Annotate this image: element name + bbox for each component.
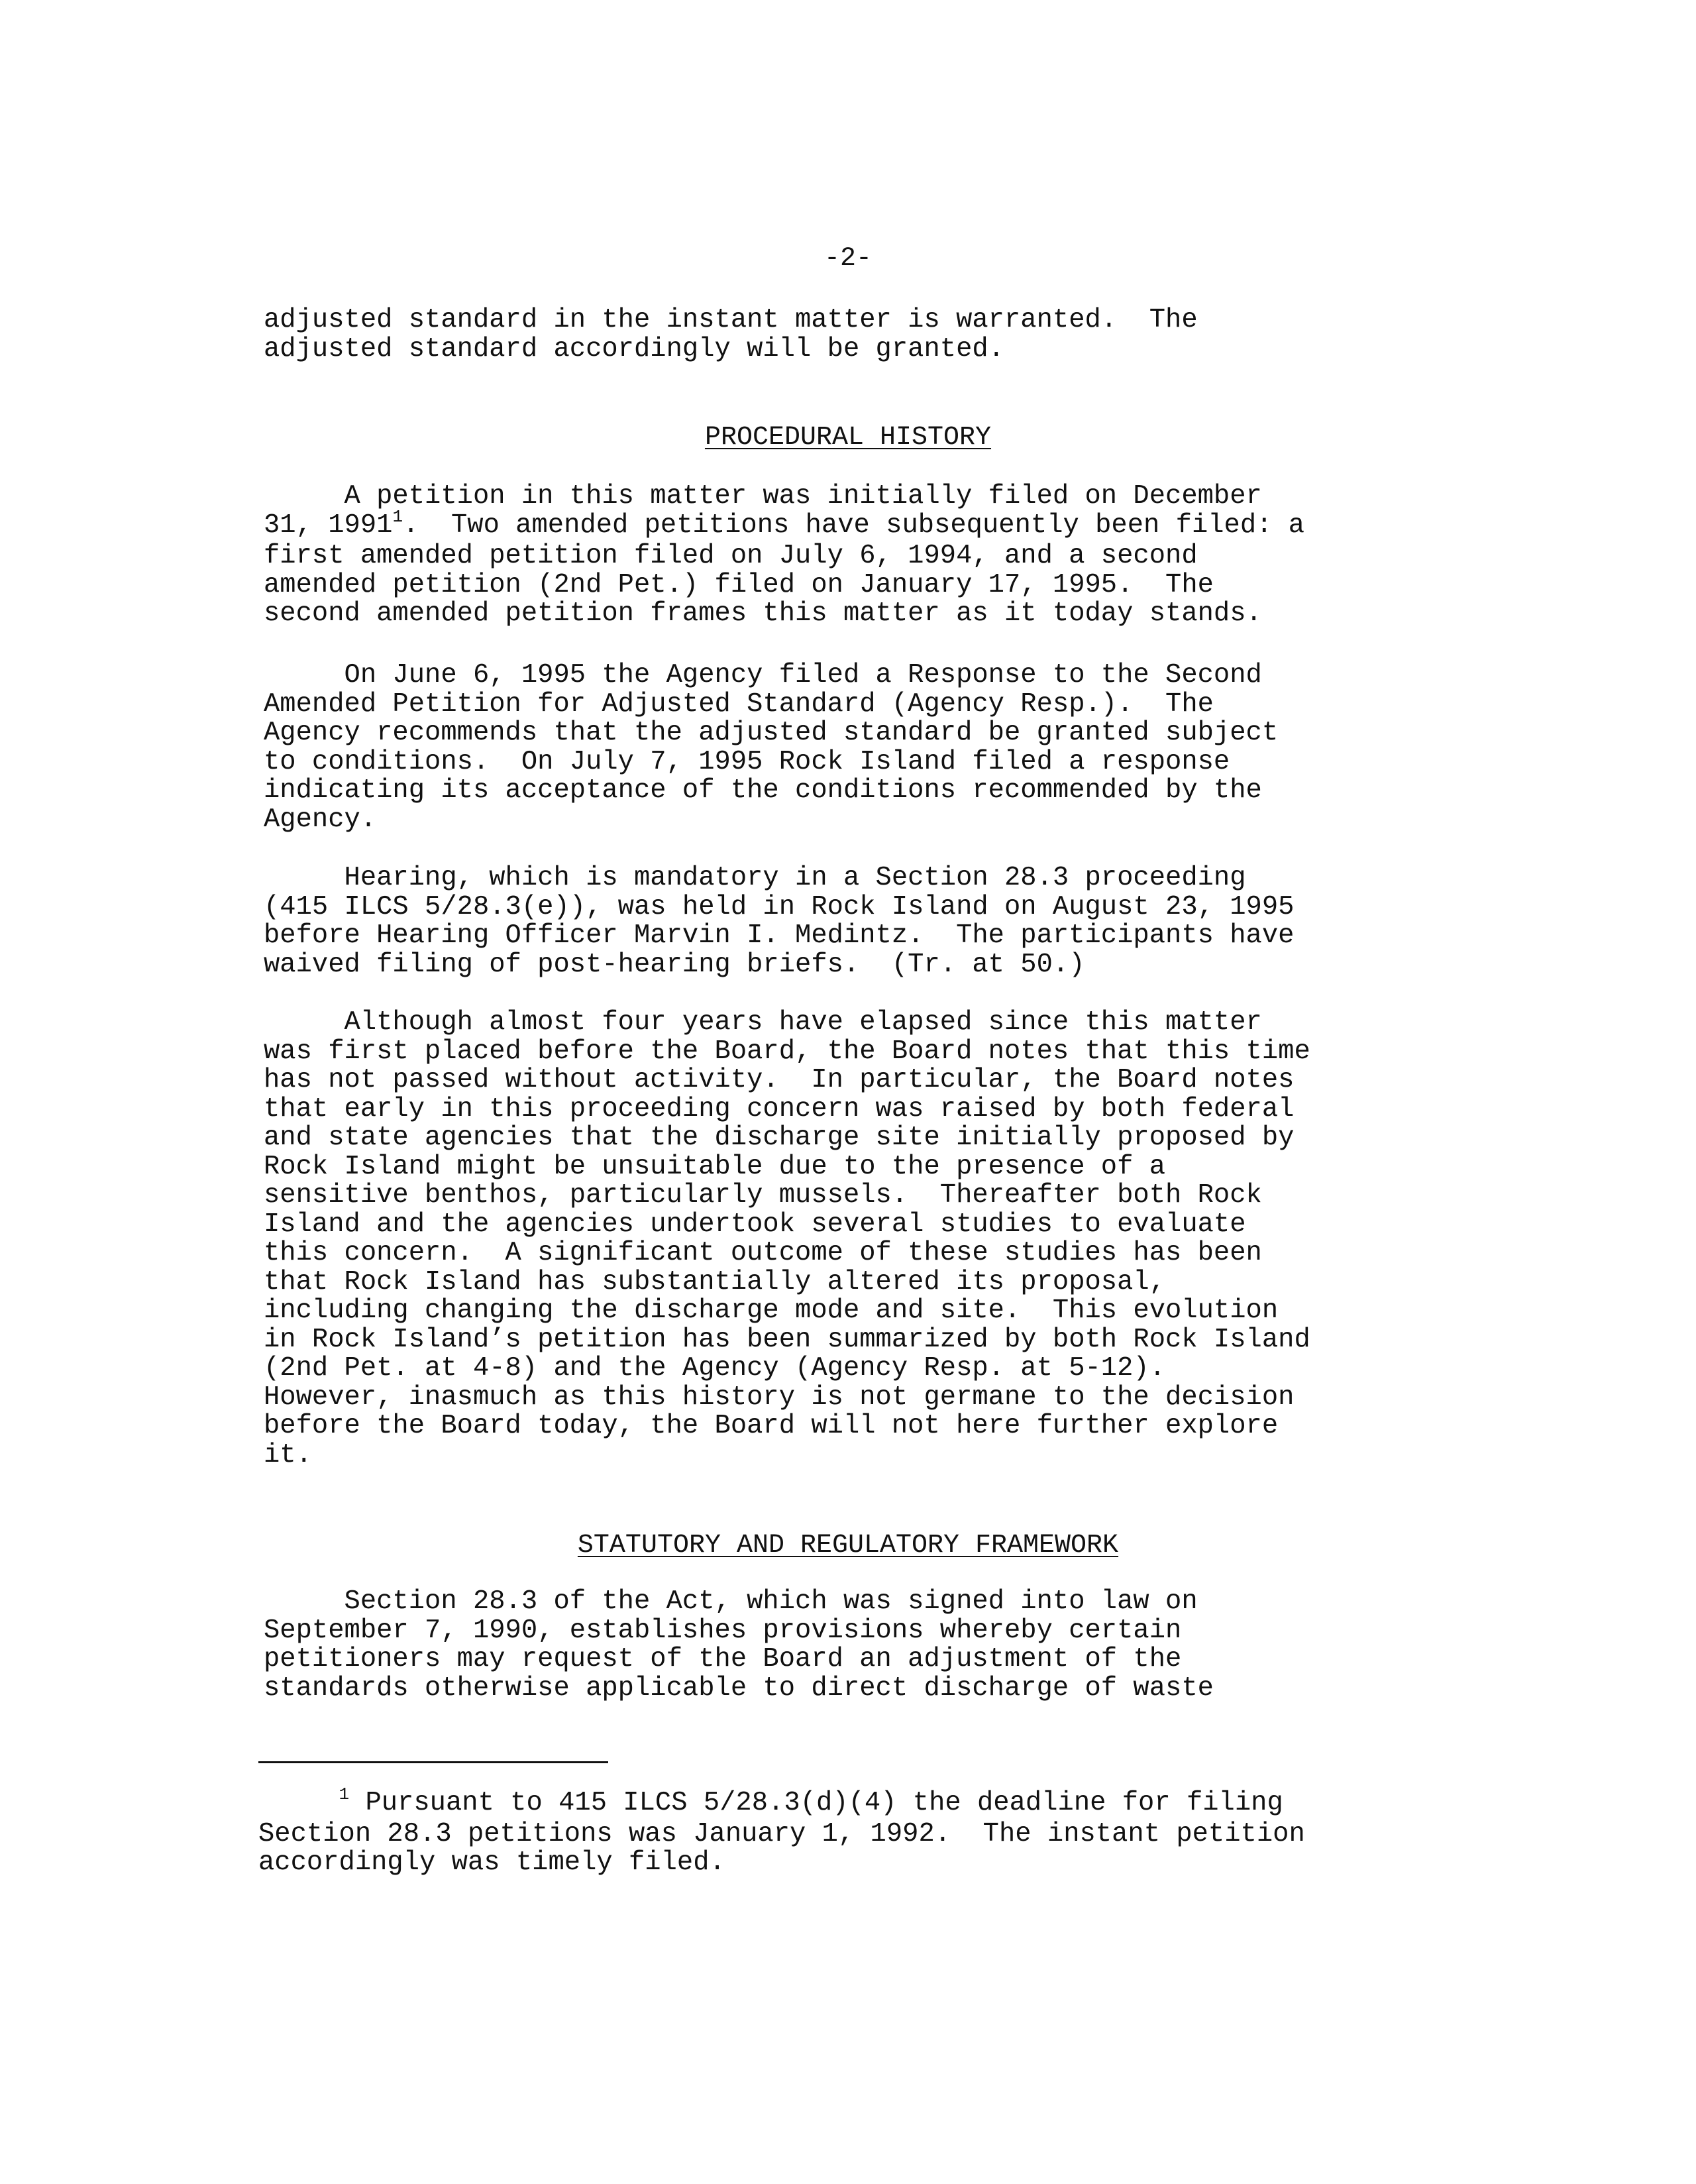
text-line: Island and the agencies undertook several studies to evaluate <box>264 1209 1246 1240</box>
text-line: petitioners may request of the Board an adjustment of the <box>264 1644 1182 1674</box>
text-line: before Hearing Officer Marvin I. Medintz. The participants have <box>264 920 1295 951</box>
text-line: amended petition (2nd Pet.) filed on January 17, 1995. The <box>264 569 1214 600</box>
procedural-paragraph-1 <box>264 482 1430 629</box>
text-line: first amended petition filed on July 6, 1994, and a second <box>264 541 1198 571</box>
text-line: Amended Petition for Adjusted Standard (Agency Resp.). The <box>264 688 1214 720</box>
text-line: in Rock Island’s petition has been summarized by both Rock Island <box>264 1324 1310 1355</box>
footnote-marker: 1 <box>392 506 403 527</box>
statutory-framework-heading: STATUTORY AND REGULATORY FRAMEWORK <box>577 1531 1119 1560</box>
text-line: standards otherwise applicable to direct discharge of waste <box>264 1672 1214 1704</box>
text-line: . Two amended petitions have subsequently been filed: a <box>403 510 1305 541</box>
text-line: that Rock Island has substantially altered its proposal, <box>264 1266 1166 1297</box>
text-line: was first placed before the Board, the Board notes that this time <box>264 1036 1310 1067</box>
text-line: this concern. A significant outcome of these studies has been <box>264 1238 1262 1268</box>
text-line: second amended petition frames this matter as it today stands. <box>264 598 1262 629</box>
text-line: Hearing, which is mandatory in a Section 28.3 proceeding <box>264 863 1246 893</box>
text-line: (415 ILCS 5/28.3(e)), was held in Rock Island on August 23, 1995 <box>264 891 1295 922</box>
text-line: indicating its acceptance of the conditions recommended by the <box>264 775 1262 806</box>
text-line: including changing the discharge mode and site. This evolution <box>264 1295 1279 1326</box>
text-line: that early in this proceeding concern was raised by both federal <box>264 1093 1295 1124</box>
intro-paragraph <box>264 306 1430 364</box>
statutory-paragraph-1 <box>264 1588 1430 1703</box>
procedural-paragraph-2 <box>264 661 1430 834</box>
text-line: Agency recommends that the adjusted standard be granted subject <box>264 718 1279 748</box>
text-line: it. <box>264 1439 312 1470</box>
footnote-marker: 1 <box>339 1784 350 1804</box>
text-line <box>258 1788 339 1818</box>
text-line: to conditions. On July 7, 1995 Rock Island filed a response <box>264 746 1230 777</box>
text-line: waived filing of post-hearing briefs. (Tr. at 50.) <box>264 949 1085 980</box>
text-line: before the Board today, the Board will not here further explore <box>264 1411 1279 1441</box>
text-line: and state agencies that the discharge site initially proposed by <box>264 1122 1295 1153</box>
text-line: adjusted standard in the instant matter is warranted. The <box>264 305 1198 335</box>
footnote-separator <box>258 1761 608 1763</box>
text-line: (2nd Pet. at 4-8) and the Agency (Agency Resp. at 5-12). <box>264 1353 1166 1384</box>
text-line: Section 28.3 petitions was January 1, 1992. The instant petition <box>258 1818 1305 1849</box>
text-line: 31, 1991 <box>264 510 393 541</box>
text-line: has not passed without activity. In particular, the Board notes <box>264 1065 1295 1095</box>
text-line: Section 28.3 of the Act, which was signed into law on <box>264 1586 1198 1617</box>
text-line: However, inasmuch as this history is not germane to the decision <box>264 1382 1295 1413</box>
text-line: Although almost four years have elapsed since this matter <box>264 1007 1262 1038</box>
procedural-paragraph-4 <box>264 1009 1430 1470</box>
text-line: September 7, 1990, establishes provisions whereby certain <box>264 1615 1182 1646</box>
text-line: A petition in this matter was initially filed on December <box>264 481 1262 512</box>
text-line: Pursuant to 415 ILCS 5/28.3(d)(4) the deadline for filing <box>349 1788 1283 1818</box>
footnote <box>258 1784 1424 1878</box>
text-line: On June 6, 1995 the Agency filed a Response to the Second <box>264 660 1262 690</box>
procedural-history-heading: PROCEDURAL HISTORY <box>704 423 992 453</box>
text-line: accordingly was timely filed. <box>258 1847 725 1878</box>
procedural-paragraph-3 <box>264 864 1430 979</box>
text-line: Rock Island might be unsuitable due to the presence of a <box>264 1151 1166 1182</box>
text-line: sensitive benthos, particularly mussels. Thereafter both Rock <box>264 1180 1262 1211</box>
text-line: adjusted standard accordingly will be granted. <box>264 333 1004 364</box>
text-line: Agency. <box>264 804 377 835</box>
page-number: -2- <box>823 244 872 274</box>
